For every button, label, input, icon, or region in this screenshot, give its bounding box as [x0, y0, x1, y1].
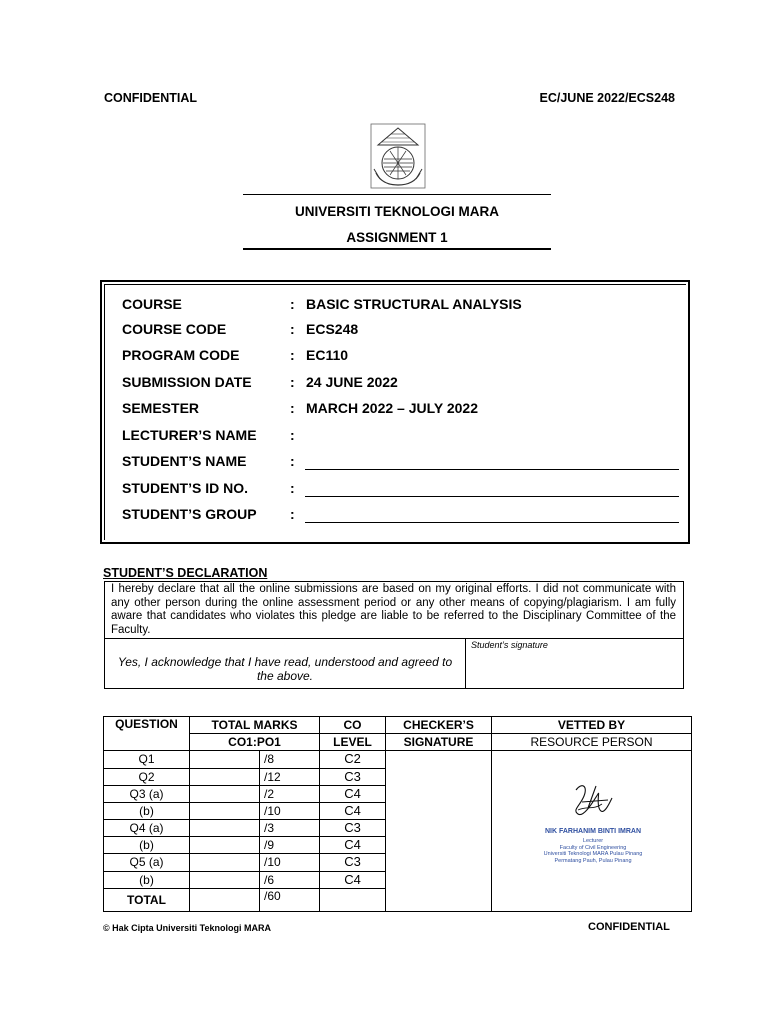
question-cell: Q2	[104, 768, 190, 785]
info-value: EC110	[306, 347, 349, 363]
title-bottom-rule	[243, 248, 551, 250]
marks-entry-cell[interactable]	[190, 820, 260, 837]
question-cell: Q5 (a)	[104, 854, 190, 871]
header-confidential: CONFIDENTIAL	[104, 91, 198, 105]
co-level-cell: C2	[320, 751, 386, 768]
marks-entry-cell[interactable]	[190, 837, 260, 854]
declaration-title: STUDENT’S DECLARATION	[103, 566, 268, 580]
info-row-course	[122, 296, 682, 318]
max-mark-cell: /2	[260, 785, 320, 802]
stamp-line: Lecturer	[582, 838, 604, 844]
student-id-fill-line[interactable]	[305, 496, 679, 497]
question-cell: (b)	[104, 837, 190, 854]
info-value: 24 JUNE 2022	[306, 374, 398, 390]
student-signature-label: Student’s signature	[471, 640, 548, 650]
question-header: QUESTION	[104, 717, 190, 751]
co-po-header: CO1:PO1	[190, 734, 320, 751]
info-row-lecturer-name	[122, 427, 682, 449]
info-label: COURSE	[122, 296, 182, 312]
info-row-student-name	[122, 453, 682, 475]
checker-header-line1: CHECKER’S	[386, 717, 492, 734]
question-cell: Q4 (a)	[104, 820, 190, 837]
marks-entry-cell[interactable]	[190, 785, 260, 802]
total-marks-entry-cell[interactable]	[190, 888, 260, 911]
marks-entry-cell[interactable]	[190, 871, 260, 888]
info-colon: :	[290, 453, 295, 469]
resource-person-details	[525, 838, 661, 864]
co-level-header-line1: CO	[320, 717, 386, 734]
co-level-cell: C3	[320, 820, 386, 837]
info-label: STUDENT’S ID NO.	[122, 480, 249, 496]
marks-entry-cell[interactable]	[190, 751, 260, 768]
total-co-cell	[320, 888, 386, 911]
declaration-text: I hereby declare that all the online submissions are based on my original efforts. I did not communicate with any other person during the online assessment period or any other means of copying/plagiarism. I am fully aware that candidates who violates this pledge are liable to be referred to the Disciplinary Committee of the Faculty.	[111, 583, 676, 636]
document-title: ASSIGNMENT 1	[346, 230, 448, 245]
info-colon: :	[290, 321, 295, 337]
co-level-cell: C4	[320, 785, 386, 802]
total-max-mark: /60	[260, 888, 320, 911]
info-colon: :	[290, 400, 295, 416]
footer-confidential: CONFIDENTIAL	[588, 921, 670, 933]
max-mark-cell: /6	[260, 871, 320, 888]
max-mark-cell: /8	[260, 751, 320, 768]
info-row-student-group	[122, 506, 682, 528]
info-row-student-id	[122, 480, 682, 502]
co-level-header-line2: LEVEL	[320, 734, 386, 751]
info-label: COURSE CODE	[122, 321, 227, 337]
stamp-line: Universiti Teknologi MARA Pulau Pinang	[543, 851, 643, 857]
declaration-divider	[104, 638, 684, 639]
info-colon: :	[290, 374, 295, 390]
info-value: ECS248	[306, 321, 359, 337]
marks-entry-cell[interactable]	[190, 854, 260, 871]
checker-signature-area[interactable]	[386, 751, 492, 912]
max-mark-cell: /12	[260, 768, 320, 785]
footer-copyright: © Hak Cipta Universiti Teknologi MARA	[103, 923, 271, 933]
co-level-cell: C4	[320, 871, 386, 888]
resource-person-name: NIK FARHANIM BINTI IMRAN	[544, 828, 642, 835]
question-cell: Q3 (a)	[104, 785, 190, 802]
info-row-program-code	[122, 347, 682, 369]
max-mark-cell: /10	[260, 854, 320, 871]
info-colon: :	[290, 506, 295, 522]
uitm-logo-icon	[370, 123, 426, 189]
title-top-rule	[243, 194, 551, 195]
co-level-cell: C4	[320, 802, 386, 819]
info-colon: :	[290, 480, 295, 496]
co-level-cell: C3	[320, 768, 386, 785]
info-value: MARCH 2022 – JULY 2022	[306, 400, 478, 416]
co-level-cell: C3	[320, 854, 386, 871]
student-group-fill-line[interactable]	[305, 522, 679, 523]
info-label: STUDENT’S NAME	[122, 453, 247, 469]
marks-entry-cell[interactable]	[190, 768, 260, 785]
stamp-line: Permatang Pauh, Pulau Pinang	[554, 857, 632, 864]
declaration-acknowledgement: Yes, I acknowledge that I have read, understood and agreed to the above.	[117, 655, 453, 683]
info-colon: :	[290, 427, 295, 443]
total-label: TOTAL	[104, 888, 190, 911]
info-label: STUDENT’S GROUP	[122, 506, 257, 522]
info-colon: :	[290, 347, 295, 363]
question-cell: (b)	[104, 871, 190, 888]
table-row	[104, 751, 692, 768]
total-marks-header: TOTAL MARKS	[190, 717, 320, 734]
header-exam-code: EC/JUNE 2022/ECS248	[539, 91, 675, 105]
info-row-semester	[122, 400, 682, 422]
info-row-submission-date	[122, 374, 682, 396]
info-row-course-code	[122, 321, 682, 343]
question-cell: Q1	[104, 751, 190, 768]
info-value: BASIC STRUCTURAL ANALYSIS	[306, 296, 522, 312]
max-mark-cell: /3	[260, 820, 320, 837]
info-label: SEMESTER	[122, 400, 200, 416]
max-mark-cell: /9	[260, 837, 320, 854]
declaration-vertical-divider	[465, 638, 466, 689]
info-label: PROGRAM CODE	[122, 347, 240, 363]
stamp-line: Faculty of Civil Engineering	[559, 844, 627, 851]
marks-entry-cell[interactable]	[190, 802, 260, 819]
question-cell: (b)	[104, 802, 190, 819]
info-colon: :	[290, 296, 295, 312]
info-label: LECTURER’S NAME	[122, 427, 257, 443]
student-name-fill-line[interactable]	[305, 469, 679, 470]
vetted-header-line1: VETTED BY	[492, 717, 692, 734]
checker-header-line2: SIGNATURE	[386, 734, 492, 751]
vetted-header-line2: RESOURCE PERSON	[492, 734, 692, 751]
info-label: SUBMISSION DATE	[122, 374, 252, 390]
max-mark-cell: /10	[260, 802, 320, 819]
co-level-cell: C4	[320, 837, 386, 854]
university-name: UNIVERSITI TEKNOLOGI MARA	[294, 204, 499, 219]
